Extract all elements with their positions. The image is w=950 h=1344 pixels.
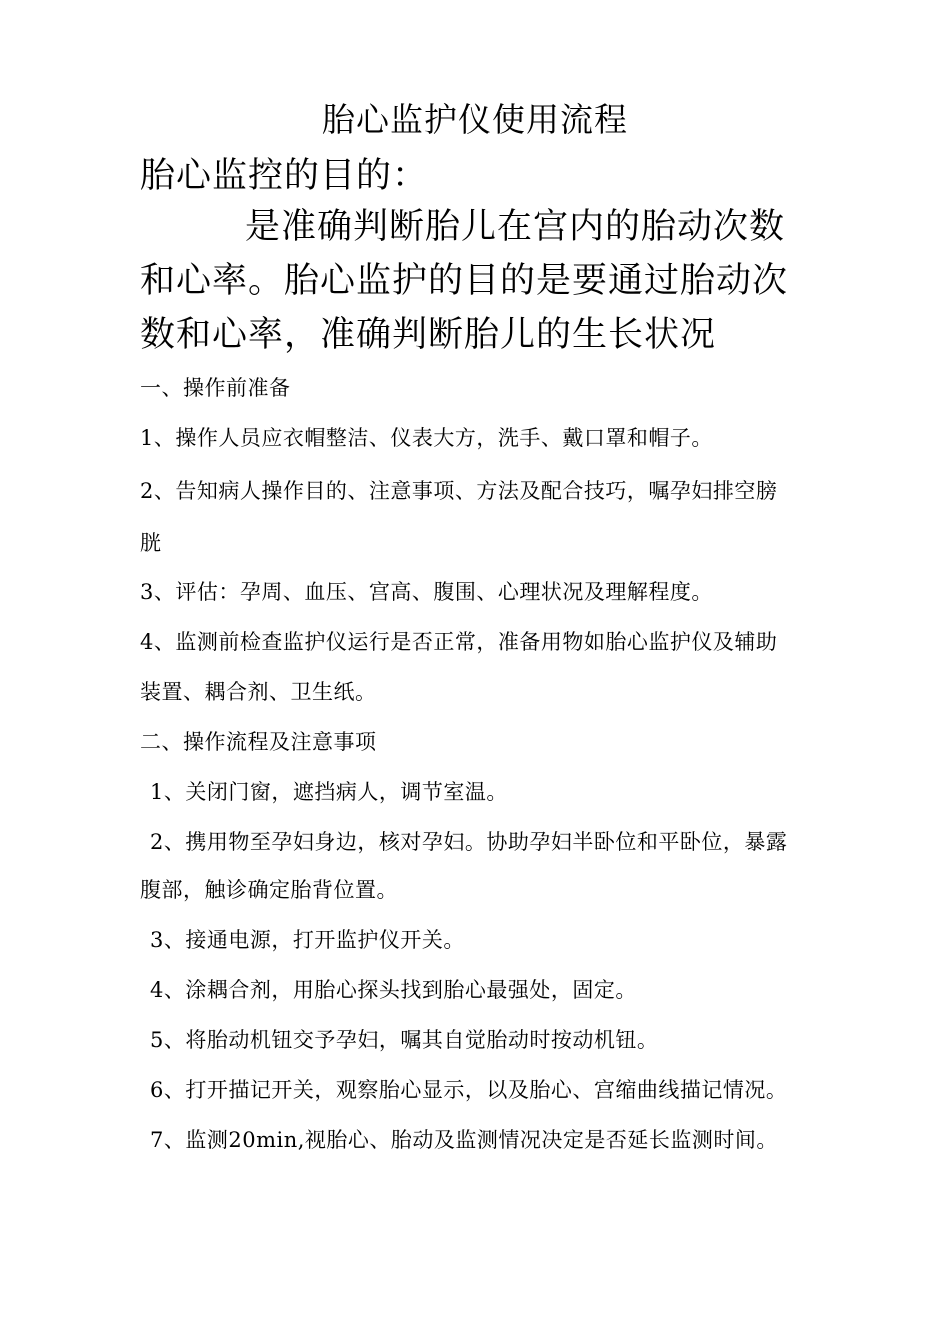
section2-item: 1、关闭门窗，遮挡病人，调节室温。 bbox=[150, 780, 508, 804]
purpose-body: 是准确判断胎儿在宫内的胎动次数和心率。胎心监护的目的是要通过胎动次数和心率，准确判断胎儿的生长状况 bbox=[140, 207, 789, 355]
section2-item: 7、监测20min,视胎心、胎动及监测情况决定是否延长监测时间。 bbox=[150, 1128, 778, 1152]
section1-item: 1、操作人员应衣帽整洁、仪表大方，洗手、戴口罩和帽子。 bbox=[140, 426, 713, 450]
section2-item: 5、将胎动机钮交予孕妇，嘱其自觉胎动时按动机钮。 bbox=[150, 1028, 659, 1052]
section2-item: 2、携用物至孕妇身边，核对孕妇。协助孕妇半卧位和平卧位，暴露 bbox=[150, 830, 788, 854]
section1-item-continued: 装置、耦合剂、卫生纸。 bbox=[140, 680, 377, 704]
section2-item: 4、涂耦合剂，用胎心探头找到胎心最强处，固定。 bbox=[150, 978, 637, 1002]
section1-item: 4、监测前检查监护仪运行是否正常，准备用物如胎心监护仪及辅助 bbox=[140, 630, 778, 654]
section1-item: 3、评估：孕周、血压、宫高、腹围、心理状况及理解程度。 bbox=[140, 580, 713, 604]
section2-heading: 二、操作流程及注意事项 bbox=[140, 730, 377, 754]
purpose-heading: 胎心监控的目的： bbox=[140, 156, 429, 196]
section1-heading: 一、操作前准备 bbox=[140, 376, 291, 400]
section2-item: 6、打开描记开关，观察胎心显示，以及胎心、宫缩曲线描记情况。 bbox=[150, 1078, 788, 1102]
section1-item-continued: 胱 bbox=[140, 531, 162, 555]
section2-item-continued: 腹部，触诊确定胎背位置。 bbox=[140, 878, 398, 902]
section1-item: 2、告知病人操作目的、注意事项、方法及配合技巧，嘱孕妇排空膀 bbox=[140, 479, 778, 503]
section2-item: 3、接通电源，打开监护仪开关。 bbox=[150, 928, 465, 952]
document-title: 胎心监护仪使用流程 bbox=[322, 100, 628, 139]
